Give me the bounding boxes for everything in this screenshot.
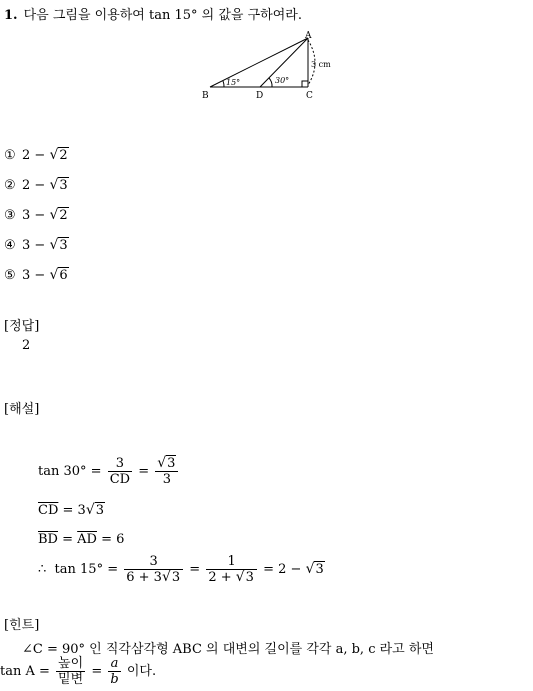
label-b: B: [202, 91, 209, 101]
sqrt: √2: [49, 147, 68, 163]
sqrt: √6: [49, 267, 68, 283]
fraction: $\frac{√3}{3}$: [155, 456, 178, 487]
explanation-line-4: ∴ tan 15° = $\frac{3}{6 + 3√3}$ = $\frac{1}{2 + √3}$ = 2 − √3: [38, 554, 324, 585]
fraction: $\frac{\text{높이}}{\text{밑변}}$: [58, 656, 84, 687]
sqrt: √2: [49, 207, 68, 223]
label-d: D: [256, 91, 264, 101]
fraction: $\frac{3}{6 + 3√3}$: [124, 554, 183, 585]
question-text: 다음 그림을 이용하여 tan 15° 의 값을 구하여라.: [23, 8, 302, 23]
fraction: $\frac{3}{CD}$: [109, 456, 131, 487]
choice-4[interactable]: ④ 3 − √3: [4, 237, 68, 253]
question: [4, 4, 302, 23]
choice-1[interactable]: ① 2 − √2: [4, 147, 68, 163]
question-number: 1.: [4, 8, 18, 23]
choice-3[interactable]: ③ 3 − √2: [4, 207, 68, 223]
angle-d-arc: [269, 78, 272, 87]
sqrt: √3: [49, 177, 68, 193]
answer-value: 2: [22, 338, 31, 353]
answer-header: [정답]: [4, 319, 40, 334]
angle-b-arc: [223, 81, 224, 87]
side-length-label: 3 cm: [311, 60, 331, 69]
explanation-line-3: $\overline{BD} = \overline{AD} = 6$: [38, 532, 125, 547]
explanation-line-1: tan 30° = $\frac{3}{CD}$ = $\frac{√3}{3}$: [38, 456, 180, 487]
fraction: $\frac{1}{2 + √3}$: [206, 554, 257, 585]
side-ab: [210, 38, 308, 87]
choice-5[interactable]: ⑤ 3 − √6: [4, 267, 68, 283]
angle-b-label: 15°: [226, 78, 241, 87]
hint-line-2: tan A = $\frac{\text{높이}}{\text{밑변}}$ = $\frac{a}{b}$ 이다.: [0, 656, 157, 687]
right-angle-mark: [302, 81, 308, 87]
label-a: A: [305, 31, 312, 41]
hint-line-1: ∠C = 90° 인 직각삼각형 ABC 의 대변의 길이를 각각 a, b, c 라고 하면: [22, 642, 434, 657]
explanation-header: [해설]: [4, 402, 40, 417]
choice-2[interactable]: ② 2 − √3: [4, 177, 68, 193]
explanation-line-2: $\overline{CD} = 3√3$: [38, 502, 105, 518]
fraction: $\frac{a}{b}$: [110, 656, 119, 687]
angle-d-label: 30°: [275, 76, 290, 85]
triangle-figure: [200, 30, 340, 102]
hint-header: [힌트]: [4, 618, 40, 633]
sqrt: √3: [49, 237, 68, 253]
label-c: C: [306, 91, 313, 101]
